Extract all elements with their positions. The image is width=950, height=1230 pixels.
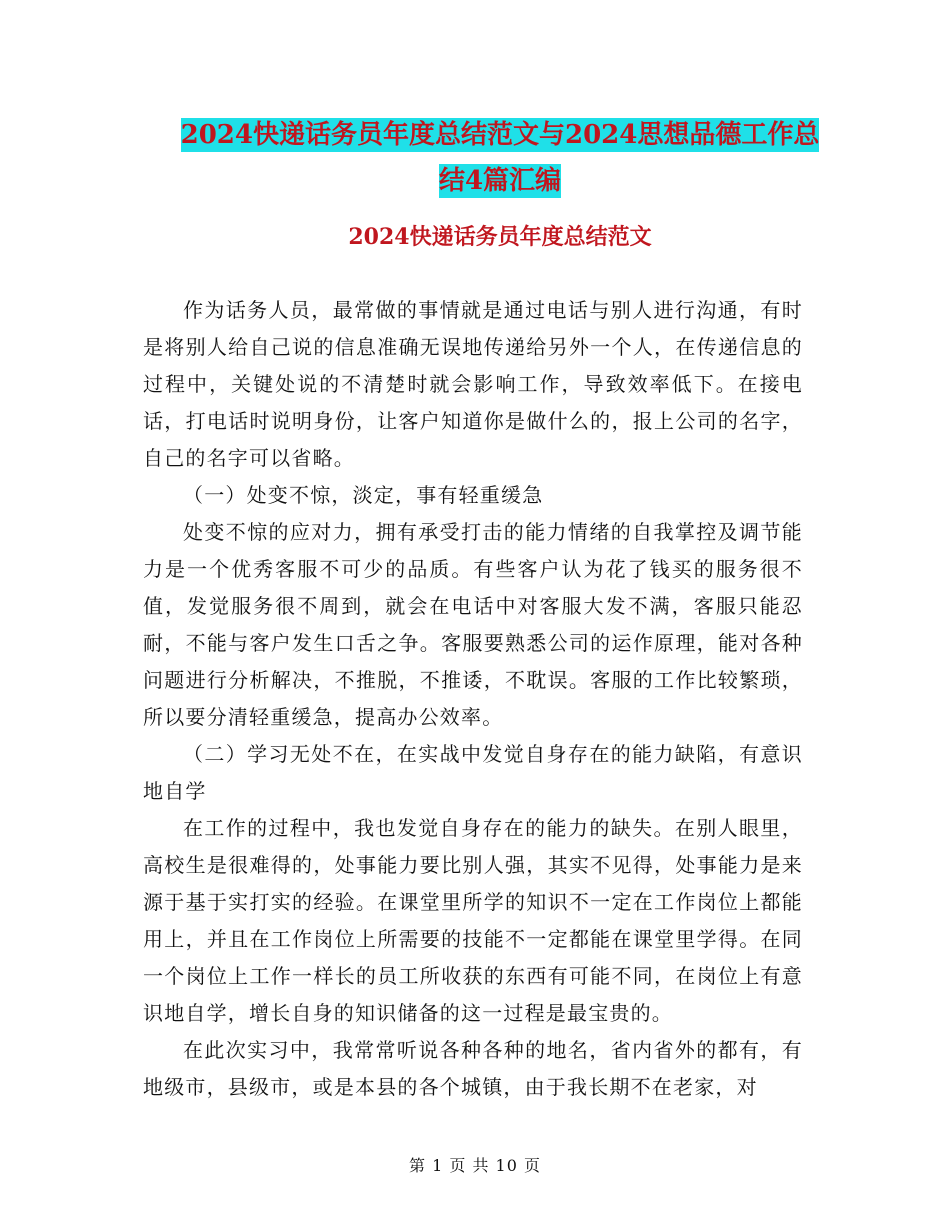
- body-paragraph: 在工作的过程中，我也发觉自身存在的能力的缺失。在别人眼里，高校生是很难得的，处事能力要比别人强，其实不见得，处事能力是来源于基于实打实的经验。在课堂里所学的知识不一定在工作岗位上都能用上，并且在工作岗位上所需要的技能不一定都能在课堂里学得。在同一个岗位上工作一样长的员工所收获的东西有可能不同，在岗位上有意识地自学，增长自身的知识储备的这一过程是最宝贵的。: [143, 816, 803, 1025]
- title-line-2: 结4篇汇编: [438, 166, 562, 196]
- document-title: [140, 112, 860, 204]
- title-line-1: 2024快递话务员年度总结范文与2024思想品德工作总: [180, 120, 820, 150]
- page-number-footer: 第 1 页 共 10 页: [409, 1156, 541, 1175]
- subheading-paragraph: （二）学习无处不在，在实战中发觉自身存在的能力缺陷，有意识地自学: [143, 742, 803, 803]
- body-paragraph: 处变不惊的应对力，拥有承受打击的能力情绪的自我掌控及调节能力是一个优秀客服不可少的品质。有些客户认为花了钱买的服务很不值，发觉服务很不周到，就会在电话中对客服大发不满，客服只能忍耐，不能与客户发生口舌之争。客服要熟悉公司的运作原理，能对各种问题进行分析解决，不推脱，不推诿，不耽误。客服的工作比较繁琐，所以要分清轻重缓急，提高办公效率。: [143, 520, 803, 729]
- subheading-paragraph: （一）处变不惊，淡定，事有轻重缓急: [183, 483, 544, 507]
- body-paragraph: 在此次实习中，我常常听说各种各种的地名，省内省外的都有，有地级市，县级市，或是本县的各个城镇，由于我长期不在老家，对: [143, 1038, 803, 1099]
- body-paragraph: 作为话务人员，最常做的事情就是通过电话与别人进行沟通，有时是将别人给自己说的信息准确无误地传递给另外一个人，在传递信息的过程中，关键处说的不清楚时就会影响工作，导致效率低下。在接电话，打电话时说明身份，让客户知道你是做什么的，报上公司的名字，自己的名字可以省略。: [143, 298, 803, 470]
- section-title: 2024快递话务员年度总结范文: [348, 224, 652, 250]
- document-body: [143, 292, 803, 1106]
